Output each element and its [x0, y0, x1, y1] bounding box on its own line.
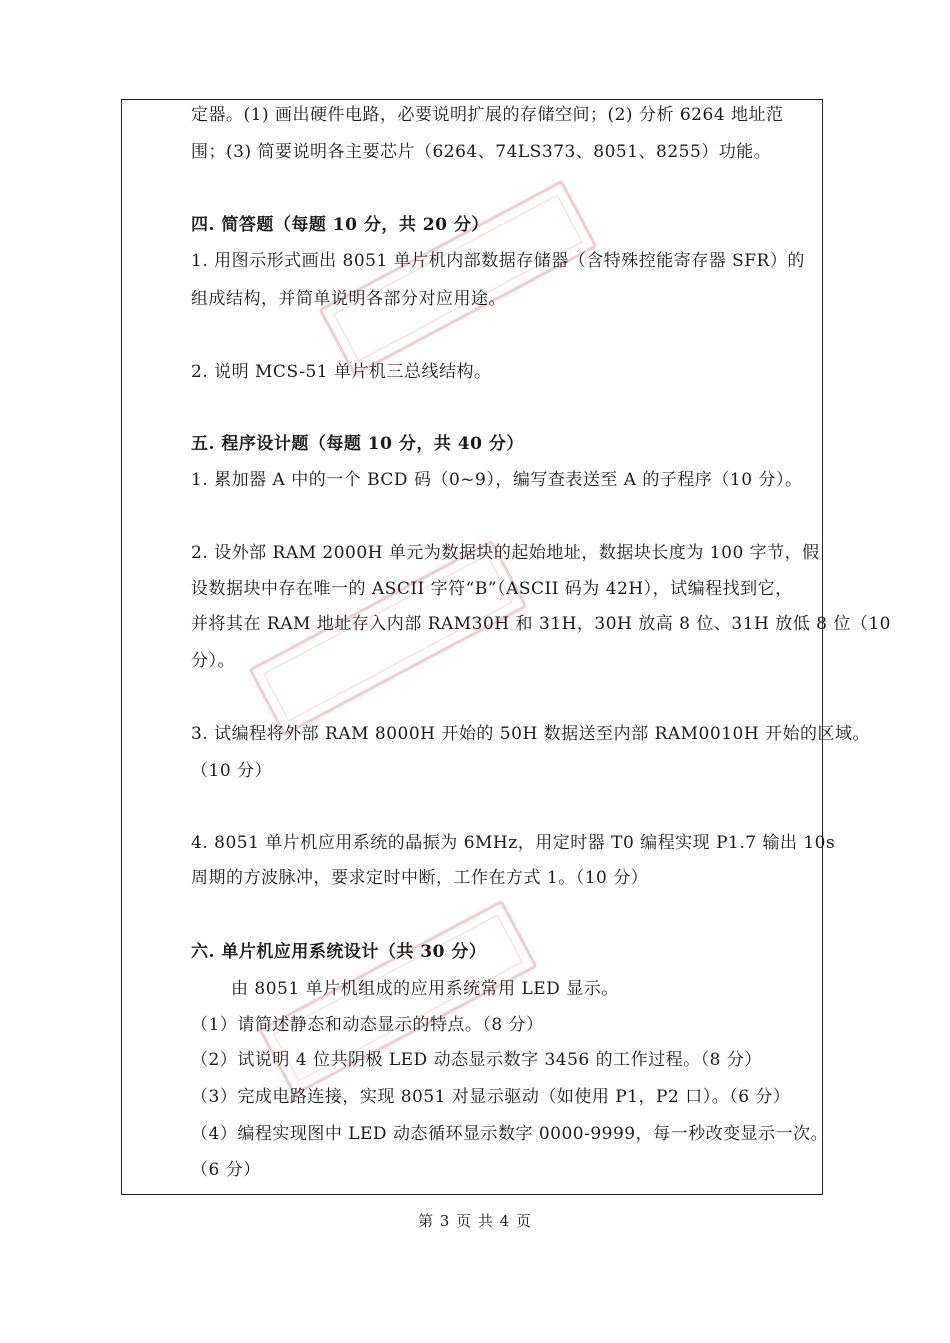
q3-continuation-line2: 围；(3) 简要说明各主要芯片（6264、74LS373、8051、8255）功能。	[191, 142, 772, 162]
q3-continuation-line1: 定器。(1) 画出硬件电路，必要说明扩展的存储空间；(2) 分析 6264 地址范	[191, 105, 784, 125]
s5-q4-line2: 周期的方波脉冲，要求定时中断，工作在方式 1。（10 分）	[191, 868, 649, 888]
s6-item4-line2: （6 分）	[191, 1160, 261, 1180]
s5-q2-line1: 2. 设外部 RAM 2000H 单元为数据块的起始地址，数据块长度为 100 字节，假	[191, 543, 820, 563]
s6-item1: （1）请简述静态和动态显示的特点。（8 分）	[191, 1015, 544, 1035]
s6-item4-line1: （4）编程实现图中 LED 动态循环显示数字 0000-9999，每一秒改变显示一次。	[191, 1124, 829, 1144]
s5-q2-line4: 分）。	[191, 651, 235, 671]
s6-intro: 由 8051 单片机组成的应用系统常用 LED 显示。	[231, 979, 619, 999]
s5-q2-line2: 设数据块中存在唯一的 ASCII 字符“B”（ASCII 码为 42H），试编程找到它，	[191, 579, 793, 599]
s4-q2: 2. 说明 MCS-51 单片机三总线结构。	[191, 362, 492, 382]
section6-title: 六. 单片机应用系统设计（共 30 分）	[191, 942, 487, 962]
s5-q3-line2: （10 分）	[191, 761, 273, 781]
section5-title: 五. 程序设计题（每题 10 分，共 40 分）	[191, 434, 524, 454]
s4-q1-line1: 1. 用图示形式画出 8051 单片机内部数据存储器（含特殊控能寄存器 SFR）的	[191, 251, 805, 271]
s5-q4-line1: 4. 8051 单片机应用系统的晶振为 6MHz，用定时器 T0 编程实现 P1.7 输出 10s	[191, 833, 836, 853]
s6-item2: （2）试说明 4 位共阴极 LED 动态显示数字 3456 的工作过程。（8 分）	[191, 1050, 762, 1070]
page-footer: 第 3 页 共 4 页	[418, 1212, 532, 1230]
s5-q3-line1: 3. 试编程将外部 RAM 8000H 开始的 50H 数据送至内部 RAM0010H 开始的区域。	[191, 724, 871, 744]
s5-q2-line3: 并将其在 RAM 地址存入内部 RAM30H 和 31H，30H 放高 8 位、31H 放低 8 位（10	[191, 614, 891, 634]
s5-q1: 1. 累加器 A 中的一个 BCD 码（0~9），编写查表送至 A 的子程序（10 分）。	[191, 470, 803, 490]
s4-q1-line2: 组成结构，并简单说明各部分对应用途。	[191, 289, 506, 309]
section4-title: 四. 简答题（每题 10 分，共 20 分）	[191, 215, 489, 235]
s6-item3: （3）完成电路连接，实现 8051 对显示驱动（如使用 P1，P2 口）。（6 分）	[191, 1087, 791, 1107]
